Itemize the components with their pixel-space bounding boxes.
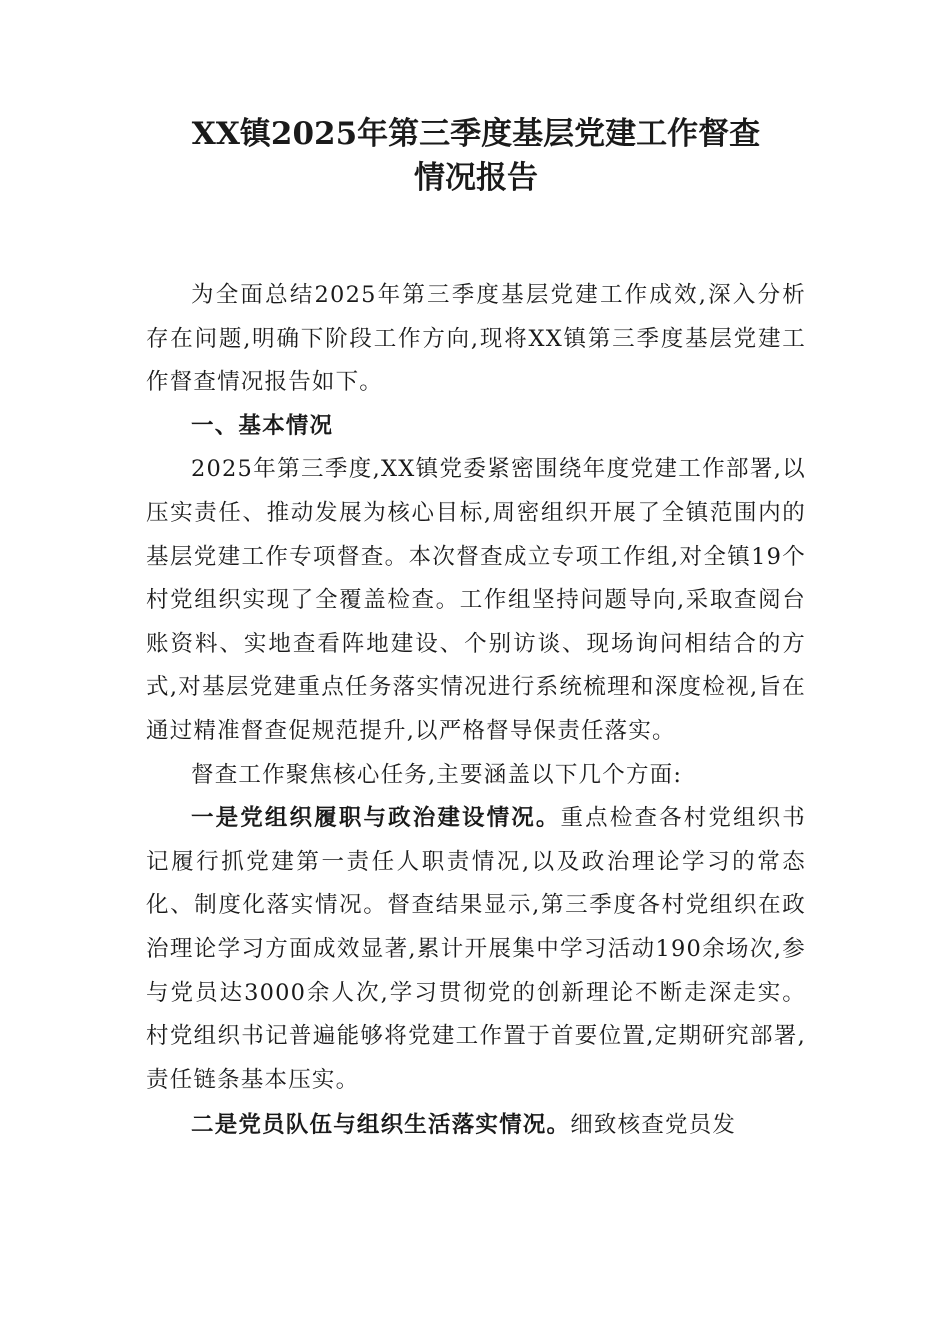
- item1-paragraph: [146, 797, 806, 1102]
- item2-paragraph: [146, 1104, 806, 1148]
- item1-text: 重点检查各村党组织书记履行抓党建第一责任人职责情况,以及政治理论学习的常态化、制度化落实情况。督查结果显示,第三季度各村党组织在政治理论学习方面成效显著,累计开展集中学习活动190余场次,参与党员达3000余人次,学习贯彻党的创新理论不断走深走实。村党组织书记普遍能够将党建工作置于首要位置,定期研究部署,责任链条基本压实。: [146, 805, 806, 1093]
- section1-paragraph-2: 督查工作聚焦核心任务,主要涵盖以下几个方面:: [191, 761, 683, 788]
- document-body: [146, 274, 806, 1148]
- intro-paragraph: 为全面总结2025年第三季度基层党建工作成效,深入分析存在问题,明确下阶段工作方向,现将XX镇第三季度基层党建工作督查情况报告如下。: [146, 282, 806, 396]
- item2-text: 细致核查党员发: [570, 1112, 737, 1139]
- title-line-1: XX镇2025年第三季度基层党建工作督查: [191, 116, 761, 152]
- section1-paragraph-1: 2025年第三季度,XX镇党委紧密围绕年度党建工作部署,以压实责任、推动发展为核心目标,周密组织开展了全镇范围内的基层党建工作专项督查。本次督查成立专项工作组,对全镇19个村党组织实现了全覆盖检查。工作组坚持问题导向,采取查阅台账资料、实地查看阵地建设、个别访谈、现场询问相结合的方式,对基层党建重点任务落实情况进行系统梳理和深度检视,旨在通过精准督查促规范提升,以严格督导保责任落实。: [146, 456, 806, 744]
- title-line-2: 情况报告: [414, 160, 538, 196]
- item2-lead: 二是党员队伍与组织生活落实情况。: [191, 1112, 571, 1139]
- item1-lead: 一是党组织履职与政治建设情况。: [191, 805, 561, 832]
- document-title: [146, 112, 806, 200]
- document-page: [146, 112, 806, 1148]
- section-heading-basic-situation: 一、基本情况: [191, 412, 334, 439]
